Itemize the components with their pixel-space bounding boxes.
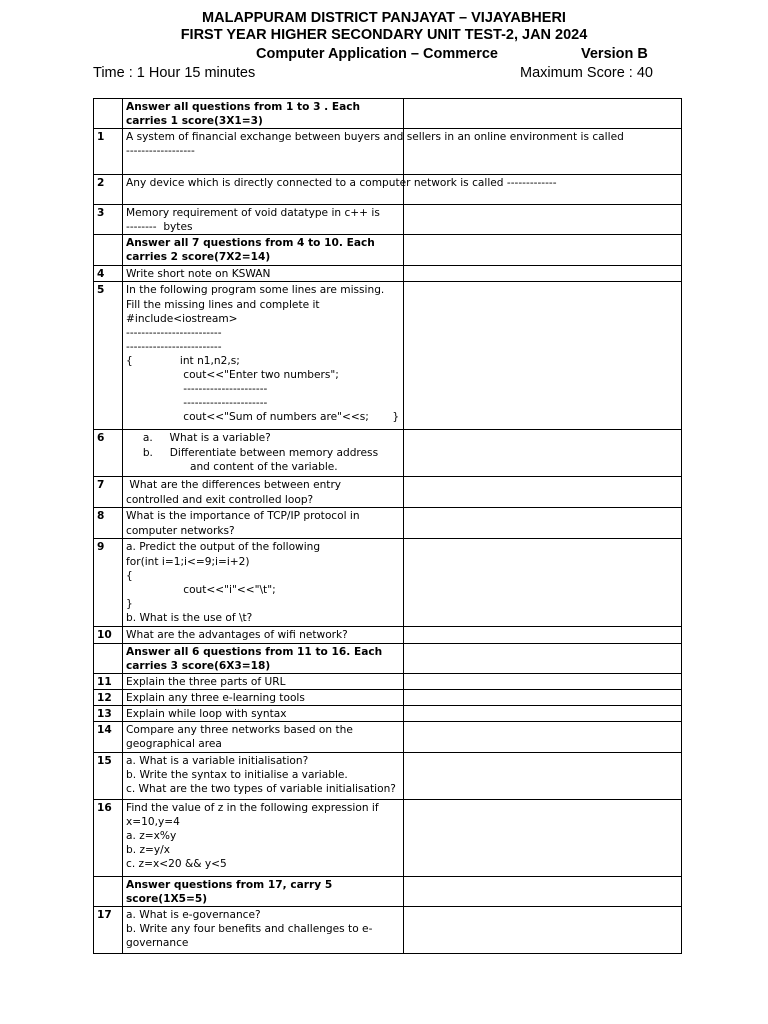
question-line: Write short note on KSWAN: [126, 268, 271, 281]
question-number: 6: [94, 430, 123, 477]
section-instruction-row: [94, 877, 682, 907]
question-line: c. What are the two types of variable initialisation?: [126, 783, 396, 796]
question-line: b. Differentiate between memory address: [126, 446, 379, 459]
question-row: [94, 539, 682, 627]
section-instruction-english: [123, 99, 404, 129]
question-line: and content of the variable.: [126, 460, 338, 473]
district-title: MALAPPURAM DISTRICT PANJAYAT – VIJAYABHERI: [202, 10, 566, 26]
question-line: A system of financial exchange between buyers and sellers in an online environment is called: [126, 131, 624, 144]
question-line: #include<iostream>: [126, 312, 238, 325]
question-number: 5: [94, 282, 123, 430]
subject-name: Computer Application – Commerce: [256, 46, 498, 62]
question-line: a. Predict the output of the following: [126, 541, 321, 554]
question-number: 4: [94, 266, 123, 282]
question-row: [94, 705, 682, 721]
question-text-english: [123, 907, 404, 954]
question-number: 10: [94, 627, 123, 643]
question-line: cout<<"Enter two numbers";: [126, 369, 339, 382]
question-line: }: [126, 597, 133, 610]
question-line: Explain any three e-learning tools: [126, 691, 305, 704]
question-text-english: [123, 705, 404, 721]
question-text-malayalam: [404, 800, 682, 877]
question-text-english: [123, 175, 557, 205]
question-row: [94, 753, 682, 800]
question-row: [94, 907, 682, 954]
question-line: Find the value of z in the following expression if: [126, 802, 379, 815]
question-text-english: [123, 508, 404, 539]
question-line: cout<<"i"<<"\t";: [126, 583, 276, 596]
question-number: 2: [94, 175, 123, 205]
version-label: Version B: [581, 46, 648, 62]
maximum-score: Maximum Score : 40: [520, 65, 653, 81]
question-text-english: [123, 673, 404, 689]
question-row: [94, 266, 682, 282]
question-number: 9: [94, 539, 123, 627]
question-text-malayalam: [404, 539, 682, 627]
question-line: What are the advantages of wifi network?: [126, 629, 348, 642]
question-text-english: [123, 627, 404, 643]
section-instruction-malayalam: [404, 877, 682, 907]
question-text-malayalam: [404, 673, 682, 689]
question-text-malayalam: [404, 705, 682, 721]
question-line: Explain the three parts of URL: [126, 675, 286, 688]
question-row: [94, 689, 682, 705]
question-table: [93, 98, 682, 954]
question-row: [94, 627, 682, 643]
question-text-english: [123, 266, 404, 282]
question-row: [94, 205, 682, 235]
question-row: [94, 673, 682, 689]
question-line: Answer all questions from 1 to 3 . Each carries 1 score(3X1=3): [126, 101, 361, 128]
question-line: Any device which is directly connected to a computer network is called -------------: [126, 177, 557, 190]
question-line: governance: [126, 937, 189, 950]
question-number: 7: [94, 477, 123, 508]
question-line: x=10,y=4: [126, 816, 180, 829]
question-number: 13: [94, 705, 123, 721]
question-line: -------------------------: [126, 340, 222, 353]
question-row: [94, 175, 682, 205]
question-line: What is the importance of TCP/IP protocol in: [126, 510, 360, 523]
question-line: a. What is a variable initialisation?: [126, 755, 309, 768]
section-instruction-malayalam: [404, 643, 682, 673]
question-line: b. z=y/x: [126, 844, 171, 857]
question-text-english: [123, 282, 404, 430]
section-instruction-malayalam: [404, 235, 682, 266]
question-line: a. z=x%y: [126, 830, 177, 843]
question-text-malayalam: [404, 722, 682, 753]
question-line: ----------------------: [126, 383, 268, 396]
question-line: Answer all 7 questions from 4 to 10. Each carries 2 score(7X2=14): [126, 237, 375, 264]
question-text-malayalam: [404, 477, 682, 508]
question-text-english: [123, 477, 404, 508]
question-text-english: [123, 722, 404, 753]
question-number: [94, 643, 123, 673]
question-number: 16: [94, 800, 123, 877]
question-line: {: [126, 569, 133, 582]
question-row: [94, 430, 682, 477]
question-number: 3: [94, 205, 123, 235]
question-text-english: [123, 753, 404, 800]
question-text-malayalam: [404, 689, 682, 705]
question-line: geographical area: [126, 738, 222, 751]
question-line: computer networks?: [126, 524, 235, 537]
question-number: 8: [94, 508, 123, 539]
question-number: [94, 235, 123, 266]
question-text-english: [123, 689, 404, 705]
question-line: Explain while loop with syntax: [126, 707, 287, 720]
question-text-malayalam: [404, 205, 682, 235]
time-allowed: Time : 1 Hour 15 minutes: [93, 65, 256, 81]
question-line: Answer all 6 questions from 11 to 16. Each carries 3 score(6X3=18): [126, 645, 383, 672]
question-number: 15: [94, 753, 123, 800]
section-instruction-row: [94, 235, 682, 266]
question-text-english: [123, 129, 624, 175]
question-line: c. z=x<20 && y<5: [126, 858, 227, 871]
question-line: ----------------------: [126, 397, 268, 410]
section-instruction-english: [123, 877, 404, 907]
question-number: 11: [94, 673, 123, 689]
question-number: 1: [94, 129, 123, 175]
question-row: [94, 800, 682, 877]
question-line: Fill the missing lines and complete it: [126, 298, 320, 311]
exam-title: FIRST YEAR HIGHER SECONDARY UNIT TEST-2, JAN 2024: [180, 27, 588, 43]
question-row: [94, 282, 682, 430]
question-text-english: [123, 539, 404, 627]
question-line: b. Write the syntax to initialise a variable.: [126, 769, 348, 782]
question-text-english: [123, 800, 404, 877]
question-line: a. What is a variable?: [126, 432, 271, 445]
section-instruction-malayalam: [404, 99, 682, 129]
question-line: Memory requirement of void datatype in c++ is: [126, 207, 380, 220]
question-text-english: [123, 205, 404, 235]
question-line: controlled and exit controlled loop?: [126, 493, 314, 506]
question-number: 12: [94, 689, 123, 705]
question-line: cout<<"Sum of numbers are"<<s; }: [126, 411, 400, 424]
section-instruction-row: [94, 643, 682, 673]
question-text-malayalam: [404, 266, 682, 282]
question-line: Compare any three networks based on the: [126, 724, 353, 737]
question-line: for(int i=1;i<=9;i=i+2): [126, 555, 250, 568]
section-instruction-english: [123, 643, 404, 673]
section-instruction-english: [123, 235, 404, 266]
question-line: { int n1,n2,s;: [126, 354, 240, 367]
question-line: b. What is the use of \t?: [126, 611, 253, 624]
question-row: [94, 129, 682, 175]
question-text-malayalam: [404, 430, 682, 477]
question-text-malayalam: [404, 907, 682, 954]
question-line: Answer questions from 17, carry 5 score(1X5=5): [126, 879, 333, 906]
question-text-malayalam: [404, 753, 682, 800]
question-number: 17: [94, 907, 123, 954]
question-row: [94, 722, 682, 753]
question-line: a. What is e-governance?: [126, 909, 261, 922]
question-number: [94, 99, 123, 129]
question-line: b. Write any four benefits and challenges to e-: [126, 923, 373, 936]
question-text-malayalam: [404, 508, 682, 539]
question-text-malayalam: [404, 282, 682, 430]
question-number: [94, 877, 123, 907]
question-line: What are the differences between entry: [126, 479, 342, 492]
question-number: 14: [94, 722, 123, 753]
question-line: In the following program some lines are missing.: [126, 284, 385, 297]
section-instruction-row: [94, 99, 682, 129]
question-line: ------------------: [126, 145, 195, 158]
time-and-score-line: [93, 64, 653, 82]
question-row: [94, 477, 682, 508]
question-text-malayalam: [404, 627, 682, 643]
question-line: -------- bytes: [126, 221, 193, 234]
question-text-english: [123, 430, 404, 477]
question-row: [94, 508, 682, 539]
question-line: -------------------------: [126, 326, 222, 339]
